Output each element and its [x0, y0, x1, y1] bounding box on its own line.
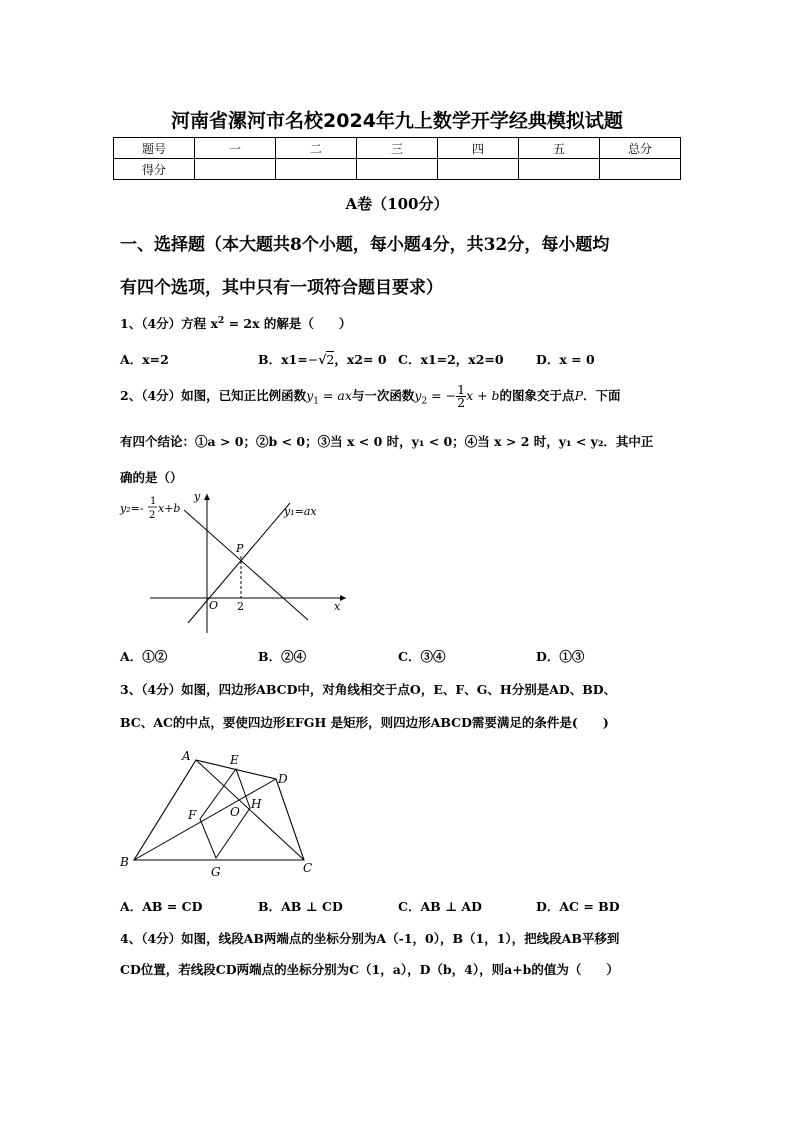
q2-y2-subscript: 2 — [421, 396, 428, 407]
score-cell — [438, 159, 519, 180]
q2-intro: 2、（4分）如图，已知正比例函数 — [120, 388, 307, 403]
q3-label-g: G — [211, 865, 221, 879]
q2-eq1: = ax — [318, 388, 352, 403]
q1-option-b-radicand: 2 — [326, 352, 335, 367]
q2-label-point-p: P — [236, 542, 244, 555]
q3-label-f: F — [188, 808, 197, 822]
q2-graph-figure — [118, 488, 358, 638]
q3-diagonal-bd — [134, 779, 276, 860]
q1-option-d: D．x = 0 — [536, 352, 595, 367]
q2-label-y2: y₂=- — [120, 502, 144, 515]
q2-option-d: D．①③ — [536, 649, 585, 664]
q1-exponent: 2 — [217, 315, 225, 326]
question-2-line1 — [120, 384, 621, 409]
q3-option-b: B．AB ⊥ CD — [258, 899, 343, 914]
q2-eq2-prefix: = − — [427, 388, 457, 403]
question-2-line2: 有四个结论：①a > 0；②b < 0；③当 x < 0 时，y₁ < 0；④当 x > 2 时，y₁ < y₂．其中正 — [120, 434, 654, 449]
q2-y-axis-arrow — [204, 494, 210, 500]
q2-x-axis-arrow — [340, 595, 346, 601]
q2-line1-tail: ．下面 — [582, 388, 621, 403]
q2-point-p: P — [574, 388, 583, 403]
score-header-cell: 总分 — [600, 138, 681, 159]
score-header-cell: 题号 — [114, 138, 195, 159]
q3-label-b: B — [120, 855, 129, 869]
part1-heading-line2: 有四个选项，其中只有一项符合题目要求） — [120, 278, 443, 298]
q2-label-y-axis: y — [194, 490, 201, 503]
q2-label-origin: O — [209, 599, 219, 612]
q3-quadrilateral-figure — [114, 746, 324, 881]
q2-label-y1: y₁=ax — [284, 505, 317, 518]
q3-label-o: O — [230, 805, 240, 819]
q1-option-a: A．x=2 — [120, 352, 169, 367]
q2-fraction-denominator: 2 — [457, 395, 466, 410]
q2-label-tick-2: 2 — [237, 600, 244, 613]
q3-option-d: D．AC = BD — [536, 899, 620, 914]
q3-quadrilateral-efgh — [200, 769, 250, 858]
q2-option-b: B．②④ — [258, 649, 307, 664]
q2-line-y2 — [184, 510, 308, 620]
question-4-line1: 4、（4分）如图，线段AB两端点的坐标分别为A（-1，0），B（1，1），把线段AB平移到 — [120, 931, 620, 946]
q2-fraction — [456, 384, 466, 409]
section-a-heading: A卷（100分） — [345, 195, 449, 213]
q1-option-b-prefix: B．x1= — [258, 352, 308, 367]
score-table-header-row — [114, 138, 681, 159]
score-cell — [357, 159, 438, 180]
q2-label-x-axis: x — [334, 600, 341, 613]
question-3-line2: BC、AC的中点，要使四边形EFGH 是矩形，则四边形ABCD需要满足的条件是( ) — [120, 715, 609, 730]
q2-mid: 与一次函数 — [351, 388, 415, 403]
q2-option-a: A．①② — [120, 649, 168, 664]
score-header-cell: 一 — [195, 138, 276, 159]
score-cell — [600, 159, 681, 180]
question-2-line3: 确的是（） — [120, 470, 183, 485]
score-header-cell: 四 — [438, 138, 519, 159]
q3-label-d: D — [278, 772, 288, 786]
q2-eq2-suffix: x + b — [466, 388, 500, 403]
score-cell — [195, 159, 276, 180]
score-row-label: 得分 — [114, 159, 195, 180]
question-1-text — [120, 314, 351, 332]
q1-prefix: 1、（4分）方程 x — [120, 316, 218, 331]
q3-option-c: C．AB ⊥ AD — [398, 899, 482, 914]
q2-option-c: C．③④ — [398, 649, 446, 664]
q1-rest: = 2x 的解是（ ） — [224, 316, 352, 331]
q2-label-y2-tail: x+b — [158, 502, 181, 515]
q1-option-c: C．x1=2，x2=0 — [398, 352, 504, 367]
question-4-line2: CD位置，若线段CD两端点的坐标分别为C（1，a），D（b，4），则a+b的值为（ ） — [120, 962, 619, 977]
question-3-line1: 3、（4分）如图，四边形ABCD中，对角线相交于点O，E、F、G、H分别是AD、BD、 — [120, 682, 617, 697]
q2-y2-symbol: y — [414, 388, 422, 403]
q2-label-frac-num: 1 — [150, 496, 157, 507]
q1-option-b: B．x1=−√2，x2= 0 — [258, 352, 387, 367]
q2-fraction-numerator: 1 — [457, 382, 466, 397]
q1-option-b-suffix: ，x2= 0 — [334, 352, 387, 367]
score-table — [113, 137, 681, 180]
score-cell — [276, 159, 357, 180]
q2-label-frac-den: 2 — [149, 510, 156, 521]
score-header-cell: 二 — [276, 138, 357, 159]
q3-label-c: C — [303, 861, 313, 875]
q3-option-a: A．AB = CD — [120, 899, 203, 914]
q2-y1-subscript: 1 — [313, 396, 319, 407]
q1-option-b-minus: − — [307, 352, 319, 367]
q3-diagonal-ac — [196, 760, 304, 860]
score-table-score-row — [114, 159, 681, 180]
q3-label-a: A — [182, 749, 191, 763]
q3-label-h: H — [251, 797, 262, 811]
q3-label-e: E — [230, 753, 239, 767]
page-title: 河南省漯河市名校2024年九上数学开学经典模拟试题 — [171, 110, 623, 132]
score-header-cell: 三 — [357, 138, 438, 159]
score-header-cell: 五 — [519, 138, 600, 159]
score-cell — [519, 159, 600, 180]
q2-intersect-text: 的图象交于点 — [499, 388, 575, 403]
part1-heading-line1: 一、选择题（本大题共8个小题，每小题4分，共32分，每小题均 — [120, 235, 610, 255]
q2-y1-symbol: y — [306, 388, 314, 403]
